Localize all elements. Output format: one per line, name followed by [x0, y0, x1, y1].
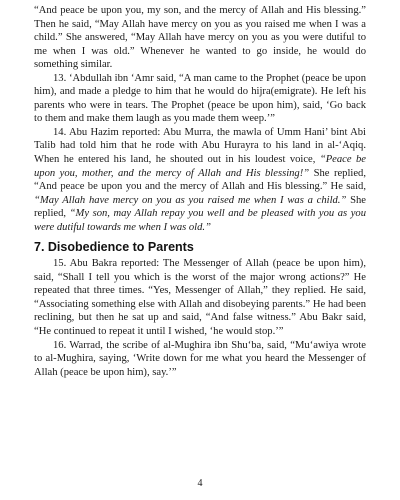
paragraph-15: 15. Abu Bakra reported: The Messenger of Allah (peace be upon him), said, “Shall I tell you which is the worst of the major wrong actions?” He repeated that three times. “Yes, Messenger of Allah,” they replied. He said, “Associating something else with Allah and disobeying parents.” He had been reclining, but then he sat up and said, “And false witness.” Abu Bakr said, “He continued to repeat it until I wished, ‘he would stop.’” — [34, 258, 366, 338]
paragraph-13: 13. ‘Abdullah ibn ‘Amr said, “A man came to the Prophet (peace be upon him), and made a pledge to him that he would do hijra(emigrate). He left his parents who were in tears. The Prophet (peace be upon him), said, ‘Go back to them and make them laugh as you made them weep.’” — [34, 72, 366, 125]
paragraph-14-text-c: She replied, “And peace be upon you and the mercy of Allah and His blessing.” He said, — [34, 167, 367, 193]
paragraph-14 — [34, 126, 366, 234]
section-heading: 7. Disobedience to Parents — [34, 240, 194, 255]
page-number: 4 — [197, 478, 203, 489]
paragraph-continuation: “And peace be upon you, my son, and the mercy of Allah and His blessing.” Then he said, “May Allah have mercy on you as you raised me when I was a child.” She answered, “May Allah have mercy on you as you were dutiful to me when I was old.” Whenever he wanted to go inside, he would do something similar. — [34, 5, 366, 71]
paragraph-14-quote-mercy: “May Allah have mercy on you as you raised me when I was a child.” — [34, 194, 347, 206]
paragraph-14-quote-greeting: “Peace be upon you, mother, and the mercy of Allah and His blessing!” — [34, 154, 366, 179]
paragraph-14-quote-reply: “My son, may Allah repay you well and be pleased with you as you were dutiful towards me when I was old.” — [34, 208, 366, 233]
paragraph-14-text-a: 14. Abu Hazim reported: Abu Murra, the mawla of Umm Hani’ bint Abi Talib had told him that he rode with Abu Hurayra to his land in al-‘Aqiq. When he entered his land, he shouted out in his loudest voice, — [34, 126, 366, 166]
paragraph-14-text-e: She replied, — [34, 194, 367, 220]
paragraph-16: 16. Warrad, the scribe of al-Mughira ibn Shu‘ba, said, “Mu‘awiya wrote to al-Mughira, saying, ‘Write down for me what you heard the Messenger of Allah (peace be upon him), say.’” — [34, 339, 366, 378]
